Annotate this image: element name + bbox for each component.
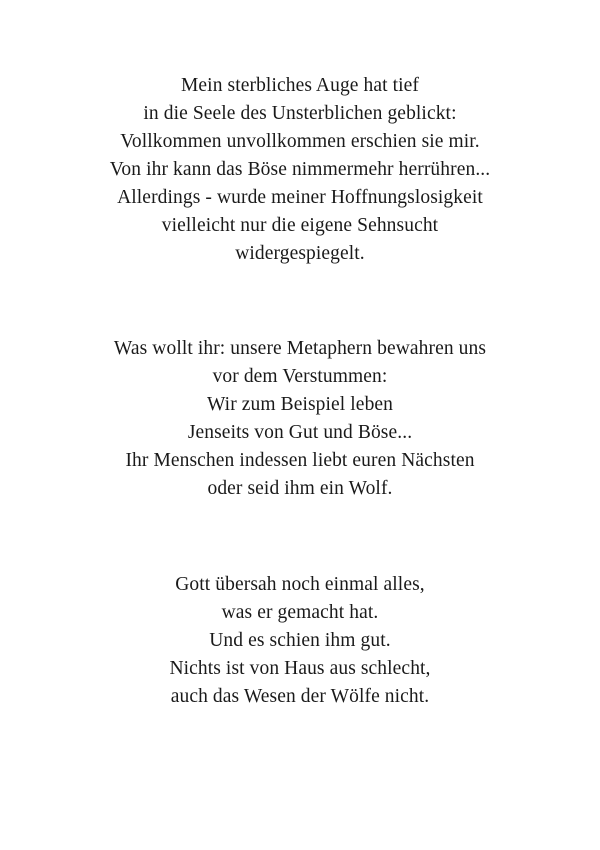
poem-line: Jenseits von Gut und Böse... <box>187 421 413 443</box>
poem-line: Vollkommen unvollkommen erschien sie mir. <box>120 131 480 153</box>
poem-line: Was wollt ihr: unsere Metaphern bewahren uns <box>113 337 487 359</box>
poem-line: in die Seele des Unsterblichen geblickt: <box>143 103 457 125</box>
poem-line: Allerdings - wurde meiner Hoffnungslosigkeit <box>117 187 483 209</box>
poem-stanza <box>40 72 560 269</box>
poem-stanza <box>40 571 560 711</box>
poem-line: Nichts ist von Haus aus schlecht, <box>169 658 431 680</box>
poem-line: oder seid ihm ein Wolf. <box>207 477 393 499</box>
poem-line: widergespiegelt. <box>235 243 365 265</box>
poem-line: vielleicht nur die eigene Sehnsucht <box>161 215 439 237</box>
poem-line: Mein sterbliches Auge hat tief <box>180 75 420 96</box>
poem-line: Von ihr kann das Böse nimmermehr herrühren... <box>109 159 491 181</box>
poem-stanza <box>40 335 560 503</box>
poem-line: Und es schien ihm gut. <box>209 630 391 652</box>
poem-line: was er gemacht hat. <box>221 602 379 624</box>
poem-line: auch das Wesen der Wölfe nicht. <box>170 686 430 708</box>
poem-line: Wir zum Beispiel leben <box>206 393 394 415</box>
poem-line: Ihr Menschen indessen liebt euren Nächsten <box>125 449 475 471</box>
poem-line: Gott übersah noch einmal alles, <box>175 574 425 596</box>
poem-line: vor dem Verstummen: <box>212 365 388 387</box>
